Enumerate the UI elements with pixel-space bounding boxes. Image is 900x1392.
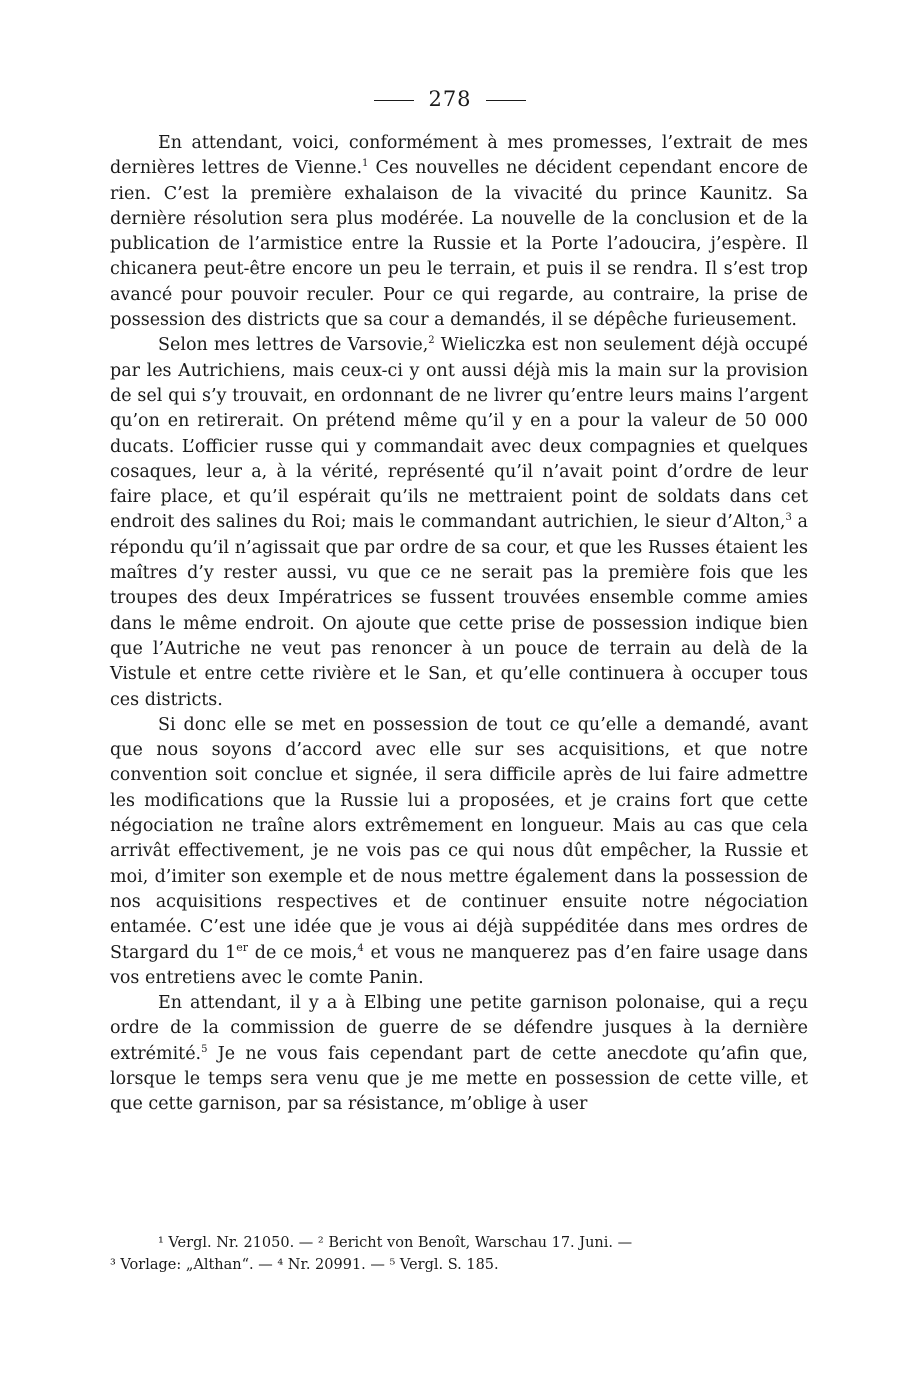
footnote-ref: 5: [201, 1043, 208, 1055]
footnote-line: ¹ Vergl. Nr. 21050. — ² Bericht von Benoît, Warschau 17. Juni. —: [158, 1235, 633, 1251]
page-number: 278: [428, 87, 472, 111]
header-dash-right: [486, 100, 526, 101]
header-dash-left: [374, 100, 414, 101]
paragraph: En attendant, il y a à Elbing une petite garnison polonaise, qui a reçu ordre de la commission de guerre de se défendre jusques à la dernière extrémité.$^5$ Je ne vous fais cependant part de cette anecdote qu’afin que, lorsque le temps sera venu que je me mette en possession de cette ville, et que cette garnison, par sa résistance, m’oblige à user: [110, 993, 808, 1115]
footnote-ref: 3: [785, 512, 792, 524]
footnote-ref: 1: [362, 158, 369, 170]
ordinal-superscript: er: [236, 940, 248, 954]
page-header: [0, 86, 900, 112]
paragraph: Si donc elle se met en possession de tout ce qu’elle a demandé, avant que nous soyons d’accord avec elle sur ses acquisitions, et que notre convention soit conclue et signée, il sera difficile après de lui faire admettre les modifications que la Russie lui a proposées, et je crains fort que cette négociation ne traîne alors extrêmement en longueur. Mais au cas que cela arrivât effectivement, je ne vois pas ce qui nous dût empêcher, la Russie et moi, d’imiter son exemple et de nous mettre également dans la possession de nos acquisitions respectives et de continuer ensuite notre négociation entamée. C’est une idée que je vous ai déjà suppéditée dans mes ordres de Stargard du 1er de ce mois,$^4$ et vous ne manquerez pas d’en faire usage dans vos entretiens avec le comte Panin.: [110, 714, 808, 988]
footnote-ref: 4: [357, 942, 364, 954]
paragraph: Selon mes lettres de Varsovie,$^2$ Wieliczka est non seulement déjà occupé par les Autrichiens, mais ceux-ci y ont aussi déjà mis la main sur la provision de sel qui s’y trouvait, en ordonnant de ne livrer qu’entre leurs mains l’argent qu’on en retirerait. On prétend même qu’il y en a pour la valeur de 50 000 ducats. L’officier russe qui y commandait avec deux compagnies et quelques cosaques, leur a, à la vérité, représenté qu’il n’avait point d’ordre de leur faire place, et qu’il espérait qu’ils ne mettraient point de soldats dans cet endroit des salines du Roi; mais le commandant autrichien, le sieur d’Alton,$^3$ a répondu qu’il n’agissait que par ordre de sa cour, et que les Russes étaient les maîtres d’y rester aussi, vu que ce ne serait pas la première fois que les troupes des deux Impératrices se fussent trouvées ensemble comme amies dans le même endroit. On ajoute que cette prise de possession indique bien que l’Autriche ne veut pas renoncer à un pouce de terrain au delà de la Vistule et entre cette rivière et le San, et qu’elle continuera à occuper tous ces districts.: [110, 335, 808, 710]
body-text: [110, 131, 808, 1118]
footnotes: [110, 1232, 808, 1276]
footnote-ref: 2: [428, 335, 435, 347]
paragraph: En attendant, voici, conformément à mes promesses, l’extrait de mes dernières lettres de Vienne.$^1$ Ces nouvelles ne décident cependant encore de rien. C’est la première exhalaison de la vivacité du prince Kaunitz. Sa dernière résolution sera plus modérée. La nouvelle de la conclusion et de la publication de l’armistice entre la Russie et la Porte l’adoucira, j’espère. Il chicanera peut-être encore un peu le terrain, et puis il se rendra. Il s’est trop avancé pour pouvoir reculer. Pour ce qui regarde, au contraire, la prise de possession des districts que sa cour a demandés, il se dépêche furieusement.: [110, 133, 808, 331]
footnote-line: ³ Vorlage: „Althan“. — ⁴ Nr. 20991. — ⁵ Vergl. S. 185.: [110, 1257, 499, 1273]
